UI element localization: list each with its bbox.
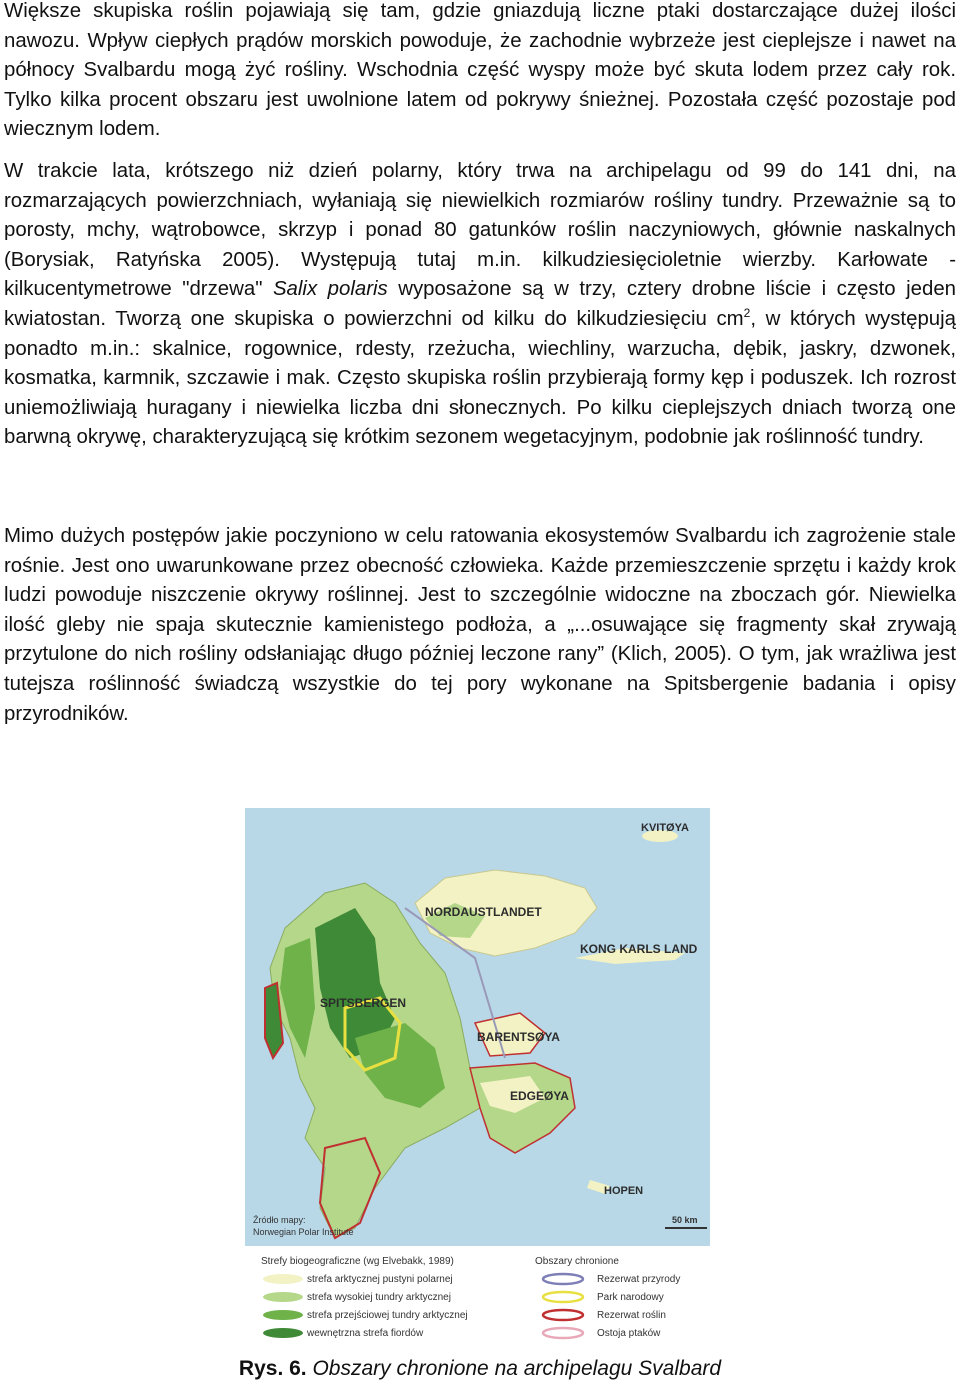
superscript: 2: [743, 306, 751, 321]
label-edgeoya: EDGEØYA: [510, 1089, 569, 1103]
legend-zone-3: strefa przejściowej tundry arktycznej: [307, 1310, 468, 1321]
species-name: Salix polaris: [272, 278, 388, 301]
caption-label: Rys. 6.: [238, 1357, 307, 1380]
label-kvitoya: KVITØYA: [641, 822, 689, 834]
legend-zone-4: wewnętrzna strefa fiordów: [307, 1328, 424, 1339]
legend-swatch-fjord: [263, 1328, 303, 1338]
map-source-name: Norwegian Polar Institute: [253, 1227, 354, 1237]
svalbard-map: [245, 808, 710, 1348]
map-source-label: Źródło mapy:: [253, 1215, 306, 1225]
paragraph-1: Większe skupiska roślin pojawiają się tam, gdzie gniazdują liczne ptaki dostarczające dużej ilości nawozu. Wpływ ciepłych prądów morskich powoduje, że zachodnie wybrzeże jest cieplejsze i nawet na północy Svalbardu mogą żyć rośliny. Wschodnia część wyspy może być skuta lodem przez cały rok. Tylko kilka procent obszaru jest uwolnione latem od pokrywy śnieżnej. Pozostała część pozostaje pod wiecznym lodem.: [4, 0, 956, 141]
label-kong-karls-land: KONG KARLS LAND: [580, 942, 698, 956]
paragraph-2-part-c: , w których występują ponadto m.in.: skalnice, rogownice, rdesty, rzeżucha, wiechliny, warzucha, dębik, jaskry, dzwonek, kosmatka, karmnik, szczawie i mak. Często skupiska roślin przybierają formy kęp i poduszek. Ich rozrost uniemożliwiają huragany i niewielka liczba dni słonecznych. Po kilku cieplejszych dniach tworzą one barwną okrywę, charakteryzującą się krótkim sezonem wegetacyjnym, podobnie jak roślinność tundry.: [4, 307, 956, 449]
legend-zones-title: Strefy biogeograficzne (wg Elvebakk, 1989): [261, 1256, 454, 1267]
svalbard-map-figure: [245, 808, 710, 1348]
legend-protected-2: Park narodowy: [597, 1292, 664, 1303]
label-hopen: HOPEN: [604, 1185, 644, 1197]
legend-protected-title: Obszary chronione: [535, 1256, 619, 1267]
label-spitsbergen: SPITSBERGEN: [320, 996, 407, 1010]
paragraph-2: [4, 157, 956, 453]
legend-swatch-transitional: [263, 1310, 303, 1320]
caption-text: Obszary chronione na archipelagu Svalbard: [306, 1357, 722, 1380]
legend-protected-4: Ostoja ptaków: [597, 1328, 661, 1339]
label-nordaustlandet: NORDAUSTLANDET: [425, 905, 542, 919]
figure-caption: [0, 1357, 960, 1381]
legend-swatch-desert: [263, 1274, 303, 1284]
legend-zone-2: strefa wysokiej tundry arktycznej: [307, 1292, 451, 1303]
scale-label: 50 km: [672, 1215, 698, 1225]
paragraph-3: Mimo dużych postępów jakie poczyniono w celu ratowania ekosystemów Svalbardu ich zagrożenie stale rośnie. Jest ono uwarunkowane przez obecność człowieka. Każde przemieszczenie sprzętu i każdy krok ludzi powoduje niszczenie okrywy roślinnej. Jest to szczególnie widoczne na zboczach gór. Niewielka ilość gleby nie spaja skutecznie kamienistego podłoża, a „...osuwające się fragmenty skał zrywają przytulone do nich rośliny odsłaniając długo później leczone rany” (Klich, 2005). O tym, jak wrażliwa jest tutejsza roślinność świadczą wszystkie do tej pory wykonane na Spitsbergenie badania i opisy przyrodników.: [4, 525, 956, 725]
legend-protected-3: Rezerwat roślin: [597, 1310, 666, 1321]
paragraph-2-part-b: wyposażone są w trzy, cztery drobne liście i często jeden kwiatostan. Tworzą one skupiska o powierzchni od kilku do kilkudziesięciu cm: [4, 278, 956, 330]
paragraph-2-part-a: W trakcie lata, krótszego niż dzień polarny, który trwa na archipelagu od 99 do 141 dni, na rozmarzających powierzchniach, wyłaniają się niewielkich rozmiarów rośliny tundry. Przeważnie są to porosty, mchy, wątrobowce, skrzyp i ponad 80 gatunków roślin naczyniowych, głównie naskalnych (Borysiak, Ratyńska 2005). Występują tutaj m.in. kilkudziesięcioletnie wierzby. Karłowate - kilkucentymetrowe "drzewa": [4, 160, 956, 301]
legend-zone-1: strefa arktycznej pustyni polarnej: [307, 1274, 453, 1285]
legend-protected-1: Rezerwat przyrody: [597, 1274, 681, 1285]
label-barentsoya: BARENTSØYA: [477, 1030, 560, 1044]
legend-swatch-high-tundra: [263, 1292, 303, 1302]
